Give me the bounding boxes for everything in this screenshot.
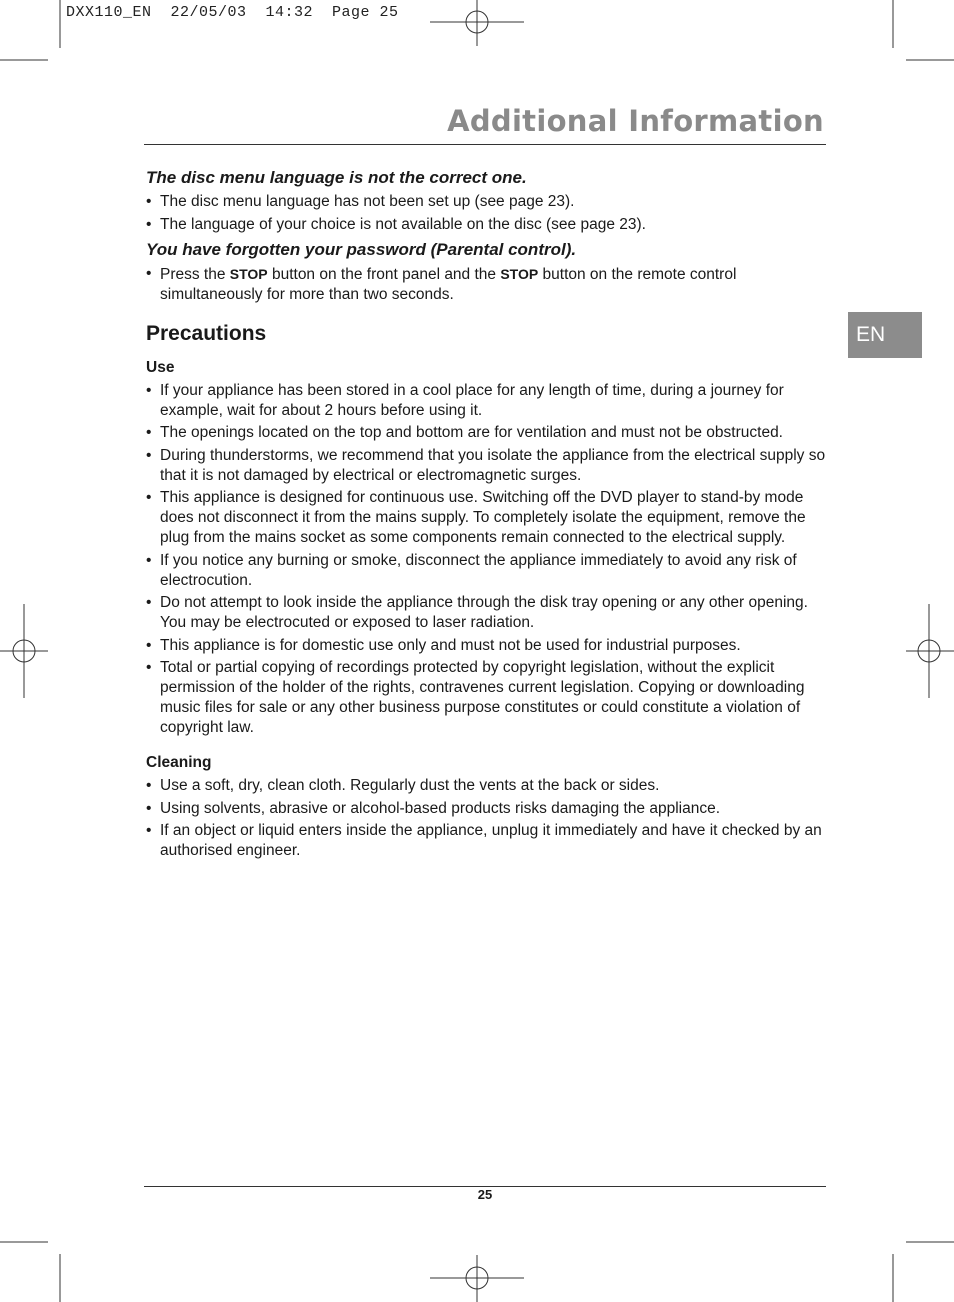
registration-mark-top (430, 0, 524, 46)
password-list (146, 264, 826, 305)
use-list (146, 381, 826, 739)
title-rule (144, 144, 826, 145)
list-item (146, 264, 826, 305)
list-item: • If an object or liquid enters inside the appliance, unplug it immediately and have it checked by an authorised engineer. (146, 821, 826, 861)
list-item: • Total or partial copying of recordings protected by copyright legislation, without the explicit permission of the holder of the rights, contravenes current legislation. Copying or downloading music files for sale or any other business purpose constitutes or could constitute a violation of copyright law. (146, 658, 826, 738)
registration-mark-left (0, 604, 48, 698)
text-run: Press the (160, 265, 230, 283)
list-item: • Use a soft, dry, clean cloth. Regularly dust the vents at the back or sides. (146, 776, 826, 796)
list-item: • This appliance is designed for continuous use. Switching off the DVD player to stand-by mode does not disconnect it from the mains supply. To completely isolate the equipment, remove the plug from the mains socket as some components remain connected to the electrical supply. (146, 488, 826, 548)
list-item: • This appliance is for domestic use only and must not be used for industrial purposes. (146, 636, 826, 656)
page-number: 25 (477, 1187, 493, 1202)
subheading-cleaning: Cleaning (146, 754, 212, 771)
subheading-use: Use (146, 358, 175, 376)
list-item: • The language of your choice is not available on the disc (see page 23). (146, 215, 826, 235)
list-item: • Using solvents, abrasive or alcohol-based products risks damaging the appliance. (146, 799, 826, 819)
list-item: • Do not attempt to look inside the appliance through the disk tray opening or any other opening. You may be electrocuted or exposed to laser radiation. (146, 593, 826, 633)
registration-mark-right (906, 604, 954, 698)
stop-button-label: STOP (229, 265, 268, 282)
list-item: • During thunderstorms, we recommend that you isolate the appliance from the electrical supply so that it is not damaged by electrical or electromagnetic surges. (146, 446, 826, 486)
list-item: • The disc menu language has not been set up (see page 23). (146, 192, 826, 212)
issue-heading-password: You have forgotten your password (Parental control). (146, 239, 577, 259)
list-item: • If your appliance has been stored in a cool place for any length of time, during a journey for example, wait for about 2 hours before using it. (146, 381, 826, 421)
text-run: button on the front panel and the (267, 265, 501, 283)
section-heading-precautions: Precautions (146, 321, 267, 345)
language-tab-label: EN (856, 323, 886, 346)
list-item: • The openings located on the top and bottom are for ventilation and must not be obstructed. (146, 423, 826, 443)
disc-language-list (146, 192, 826, 235)
registration-mark-bottom (430, 1255, 524, 1302)
issue-heading-disc-language: The disc menu language is not the correct one. (146, 168, 527, 187)
stop-button-label: STOP (500, 265, 539, 282)
list-item: • If you notice any burning or smoke, disconnect the appliance immediately to avoid any risk of electrocution. (146, 551, 826, 591)
text-run: button on the remote control simultaneously for more than two seconds. (160, 265, 737, 303)
language-tab (848, 312, 922, 358)
page-title: Additional Information (447, 104, 824, 138)
cleaning-list (146, 776, 826, 861)
main-content (146, 168, 826, 864)
print-slug-line: DXX110_EN 22/05/03 14:32 Page 25 (66, 4, 399, 21)
